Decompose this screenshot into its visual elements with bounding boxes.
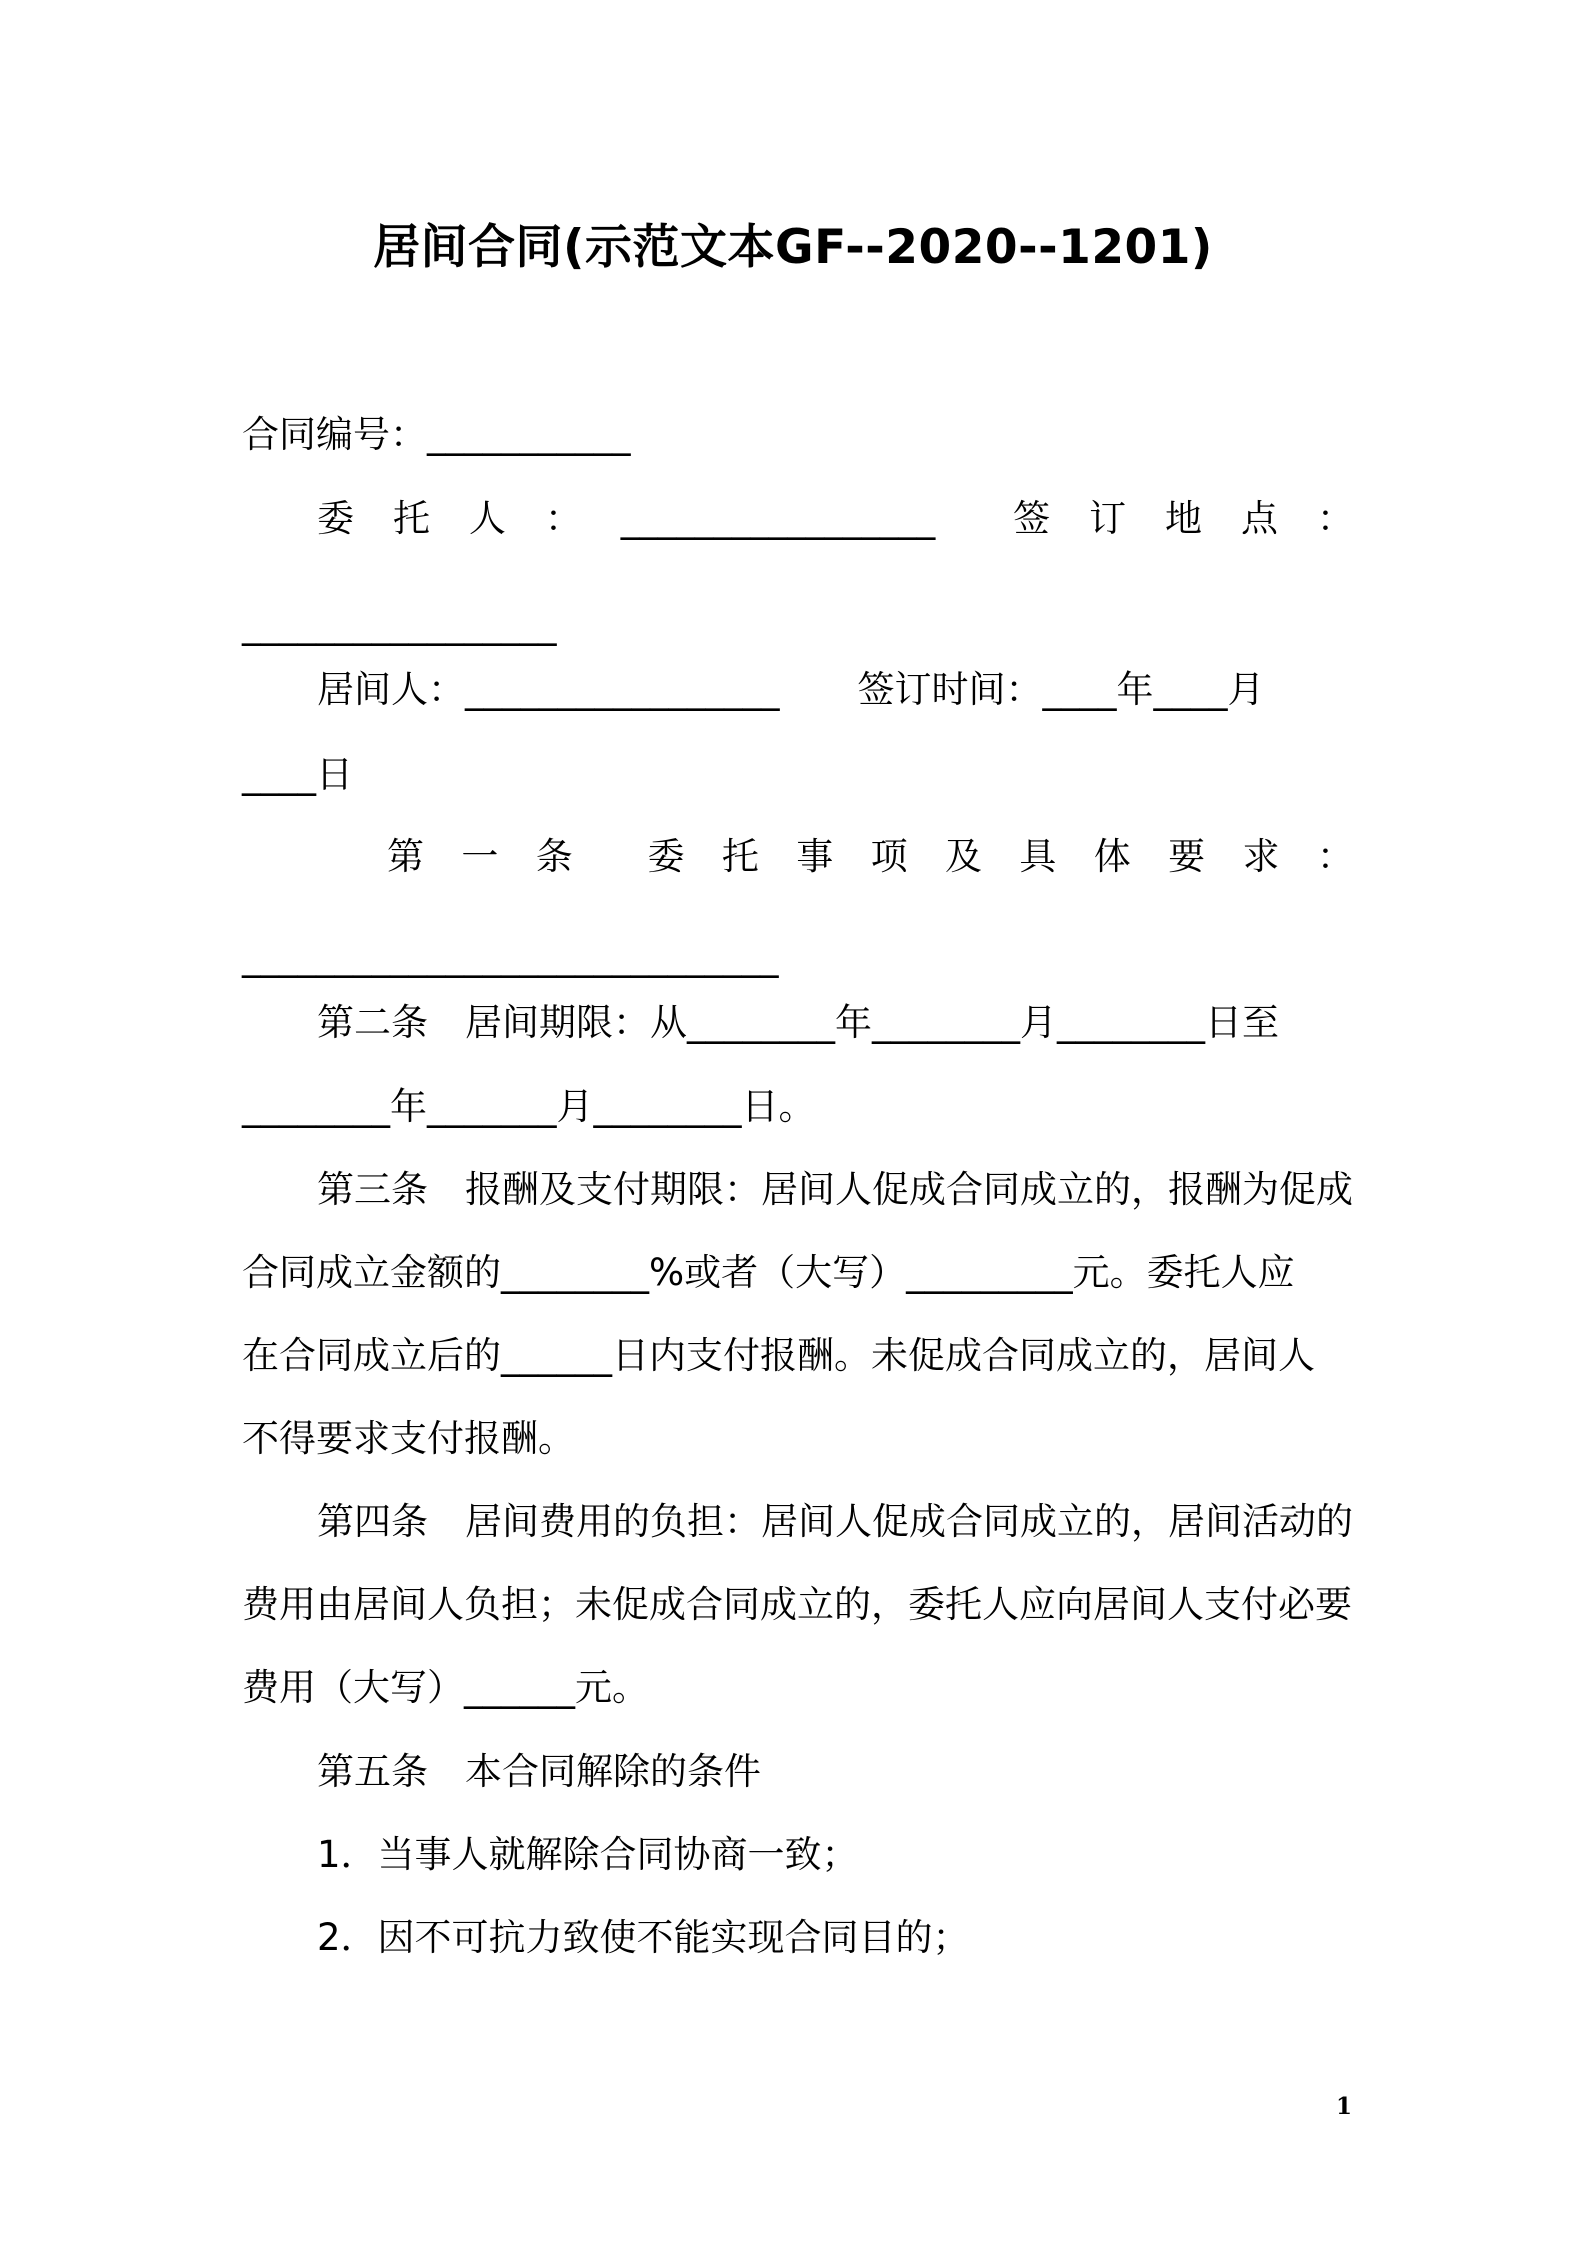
article-1-char: 项	[870, 835, 908, 878]
broker-and-signing-time-line	[317, 665, 1354, 715]
signing-place-char: 点	[1240, 497, 1278, 540]
article-2-cont: ________年_______月________日。	[242, 1085, 816, 1128]
signing-place-colon: ：	[1316, 497, 1354, 540]
article-3-line-4: 不得要求支付报酬。	[242, 1417, 575, 1460]
article-3-line-1: 第三条 报酬及支付期限：居间人促成合同成立的，报酬为促成	[317, 1168, 1353, 1211]
signing-place-char: 订	[1089, 497, 1127, 540]
article-5-title: 第五条 本合同解除的条件	[317, 1750, 761, 1793]
client-char: 托	[392, 497, 430, 540]
article-1-char: 及	[945, 835, 982, 878]
article-1-char: 一	[461, 835, 499, 878]
article-3-line-2: 合同成立金额的________%或者（大写）_________元。委托人应	[242, 1251, 1295, 1294]
document-title: 居间合同(示范文本GF--2020--1201)	[373, 220, 1213, 275]
article-1-blank: _____________________________	[242, 935, 779, 978]
article-4-line-2: 费用由居间人负担；未促成合同成立的，委托人应向居间人支付必要	[242, 1583, 1352, 1626]
broker-field: 居间人：_________________	[317, 668, 780, 711]
signing-time-field: 签订时间：____年____月	[857, 668, 1265, 711]
article-1-char: 具	[1019, 835, 1057, 878]
article-1-char: 条	[535, 835, 573, 878]
article-4-line-3: 费用（大写）______元。	[242, 1666, 649, 1709]
article-1-char: 第	[387, 835, 424, 878]
article-1-heading	[387, 832, 1354, 882]
signing-place-char: 地	[1165, 497, 1202, 540]
client-char: 人	[468, 497, 506, 540]
client-blank: _________________	[620, 497, 936, 540]
article-1-char: 要	[1168, 835, 1206, 878]
signing-time-day: ____日	[242, 753, 353, 796]
article-5-item-2: 2．因不可抗力致使不能实现合同目的；	[317, 1916, 970, 1959]
client-and-signing-place-line	[317, 494, 1354, 544]
article-5-item-1: 1．当事人就解除合同协商一致；	[317, 1833, 859, 1876]
client-char: 委	[317, 497, 354, 540]
article-4-line-1: 第四条 居间费用的负担：居间人促成合同成立的，居间活动的	[317, 1500, 1353, 1543]
page-number: 1	[1336, 2093, 1353, 2120]
article-1-char: 求	[1242, 835, 1280, 878]
article-1-char: 事	[796, 835, 834, 878]
article-3-line-3: 在合同成立后的______日内支付报酬。未促成合同成立的，居间人	[242, 1334, 1315, 1377]
signing-place-char: 签	[1013, 497, 1051, 540]
article-1-colon: ：	[1316, 835, 1354, 878]
article-1-char: 委	[647, 835, 685, 878]
contract-number-line: 合同编号：___________	[242, 413, 631, 456]
client-colon: ：	[544, 497, 582, 540]
article-2-line: 第二条 居间期限：从________年________月________日至	[317, 1001, 1279, 1044]
article-1-char: 托	[721, 835, 759, 878]
article-1-char: 体	[1093, 835, 1131, 878]
signing-place-blank: _________________	[242, 603, 557, 646]
